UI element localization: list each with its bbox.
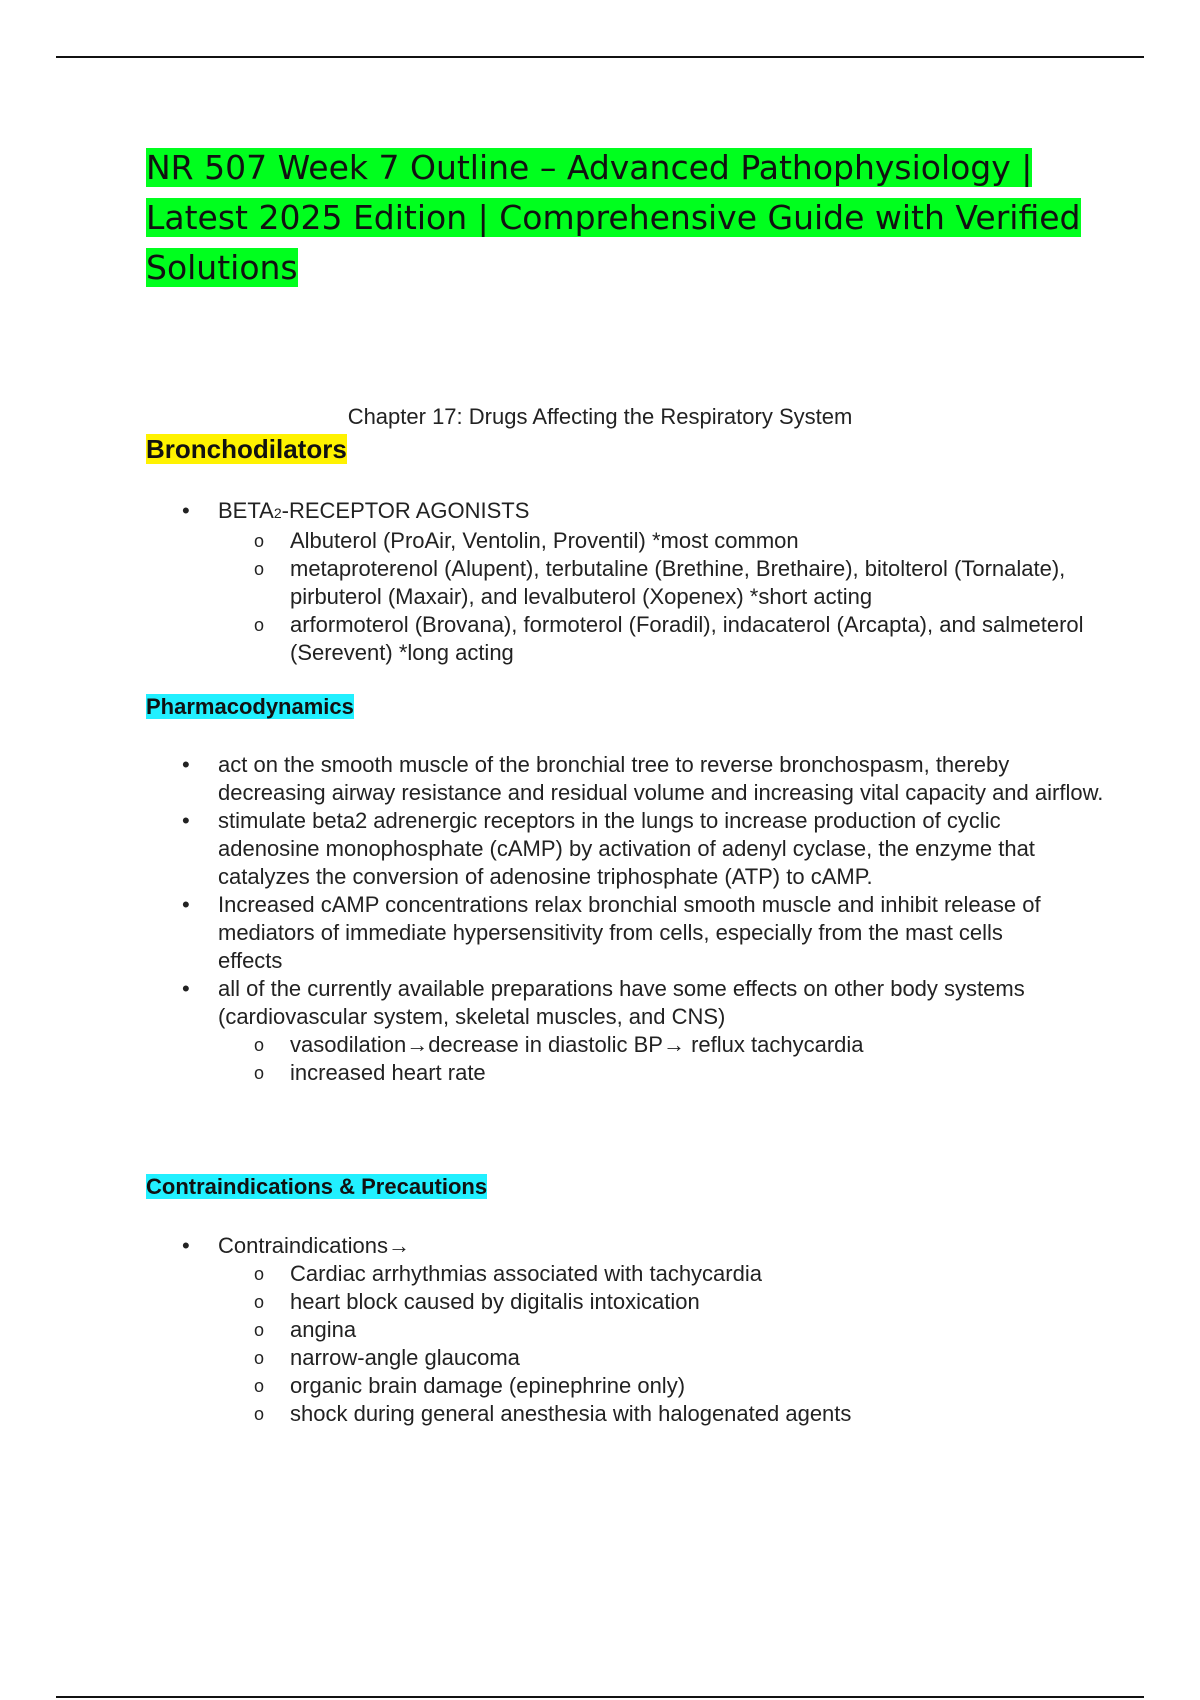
pharmacodynamics-point-4 — [146, 975, 1106, 1087]
bronchodilators-list — [146, 497, 1106, 667]
agonist-item-long-acting: o arformoterol (Brovana), formoterol (Foradil), indacaterol (Arcapta), and salmeterol (Serevent) *long acting — [218, 611, 1106, 667]
beta2-label-suffix: -RECEPTOR AGONISTS — [281, 498, 530, 523]
contraindication-item: o organic brain damage (epinephrine only) — [218, 1372, 1106, 1400]
agonist-item-albuterol: o Albuterol (ProAir, Ventolin, Proventil) *most common — [218, 527, 1106, 555]
bronchodilators-heading-text: Bronchodilators — [146, 434, 347, 464]
pharmacodynamics-list — [146, 751, 1106, 1087]
effects-sublist — [218, 1031, 1106, 1087]
chapter-heading: Chapter 17: Drugs Affecting the Respiratory System — [347, 404, 853, 429]
contraindications-list — [146, 1232, 1106, 1428]
beta2-label-subscript: 2 — [273, 505, 282, 521]
agonist-item-short-acting: o metaproterenol (Alupent), terbutaline (Brethine, Brethaire), bitolterol (Tornalate), pirbuterol (Maxair), and levalbuterol (Xopenex) *short acting — [218, 555, 1106, 611]
contraindications-label: Contraindications→ — [218, 1233, 410, 1258]
contraindications-item — [146, 1232, 1106, 1428]
pharmacodynamics-point-3 — [146, 891, 1106, 975]
contraindications-sublist — [218, 1260, 1106, 1428]
contraindication-item: o heart block caused by digitalis intoxication — [218, 1288, 1106, 1316]
contraindication-item: o angina — [218, 1316, 1106, 1344]
pharmacodynamics-point-3-text: Increased cAMP concentrations relax bronchial smooth muscle and inhibit release of mediators of immediate hypersensitivity from cells, especially from the mast cells — [218, 892, 1041, 945]
beta2-agonists-item — [146, 497, 1106, 667]
pharmacodynamics-heading — [146, 694, 354, 720]
pharmacodynamics-point-4-text: all of the currently available preparations have some effects on other body systems (cardiovascular system, skeletal muscles, and CNS) — [218, 976, 1025, 1029]
beta2-label-prefix: BETA — [218, 498, 274, 523]
contraindication-item: o narrow-angle glaucoma — [218, 1344, 1106, 1372]
pharmacodynamics-point-3-tail: effects — [218, 948, 283, 973]
pharmacodynamics-point-2: • stimulate beta2 adrenergic receptors in the lungs to increase production of cyclic adenosine monophosphate (cAMP) by activation of adenyl cyclase, the enzyme that catalyzes the conversion of adenosine triphosphate (ATP) to cAMP. — [146, 807, 1106, 891]
contraindication-item: o shock during general anesthesia with halogenated agents — [218, 1400, 1106, 1428]
document-title — [146, 143, 1106, 293]
contraindications-heading — [146, 1174, 487, 1200]
bronchodilators-heading — [146, 434, 347, 465]
document-title-text: NR 507 Week 7 Outline – Advanced Pathophysiology | Latest 2025 Edition | Comprehensive Guide with Verified Solutions — [146, 148, 1081, 287]
pharmacodynamics-point-1: • act on the smooth muscle of the bronchial tree to reverse bronchospasm, thereby decreasing airway resistance and residual volume and increasing vital capacity and airflow. — [146, 751, 1106, 807]
contraindication-item: o Cardiac arrhythmias associated with tachycardia — [218, 1260, 1106, 1288]
contraindications-heading-text: Contraindications & Precautions — [146, 1174, 488, 1199]
header-rule — [56, 56, 1144, 58]
effect-item-vasodilation: o vasodilation→decrease in diastolic BP→ reflux tachycardia — [218, 1031, 1106, 1059]
footer-rule — [56, 1696, 1144, 1698]
pharmacodynamics-heading-text: Pharmacodynamics — [146, 694, 354, 719]
effect-item-heart-rate: o increased heart rate — [218, 1059, 1106, 1087]
beta2-agonists-sublist — [218, 527, 1106, 667]
